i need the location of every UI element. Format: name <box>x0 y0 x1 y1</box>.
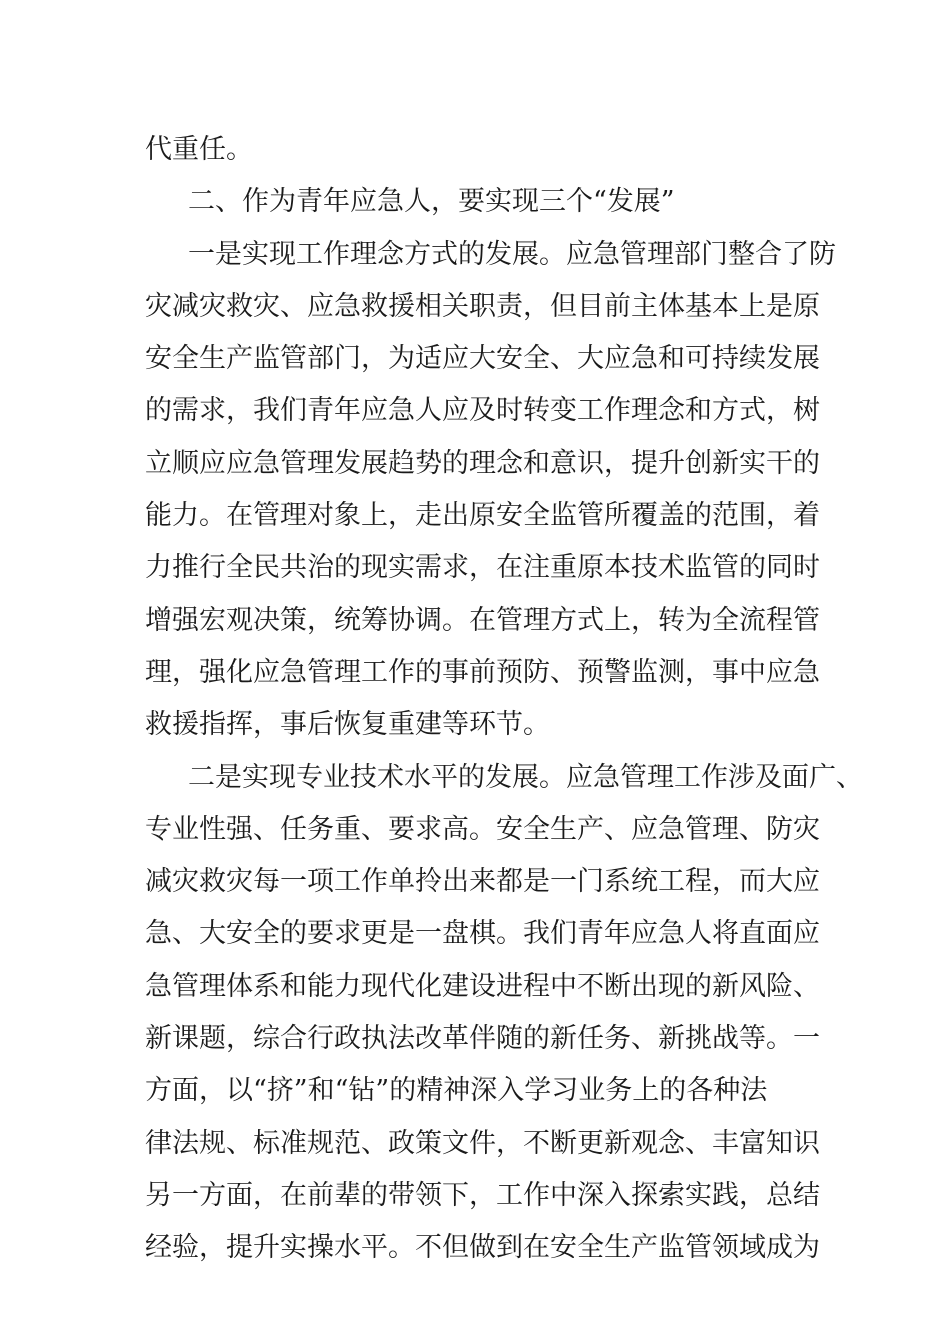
text-line: 一是实现工作理念方式的发展。应急管理部门整合了防 <box>188 238 836 270</box>
text-line: 增强宏观决策，统筹协调。在管理方式上，转为全流程管 <box>145 604 820 636</box>
text-line: 的需求，我们青年应急人应及时转变工作理念和方式，树 <box>145 395 820 427</box>
text-line: 立顺应应急管理发展趋势的理念和意识，提升创新实干的 <box>145 447 820 479</box>
text-line: 专业性强、任务重、要求高。安全生产、应急管理、防灾 <box>145 813 820 845</box>
text-line: 急、大安全的要求更是一盘棋。我们青年应急人将直面应 <box>145 918 820 950</box>
text-line: 能力。在管理对象上，走出原安全监管所覆盖的范围，着 <box>145 500 820 532</box>
text-line: 安全生产监管部门，为适应大安全、大应急和可持续发展 <box>145 343 820 375</box>
text-line: 减灾救灾每一项工作单拎出来都是一门系统工程，而大应 <box>145 866 820 898</box>
text-line: 灾减灾救灾、应急救援相关职责，但目前主体基本上是原 <box>145 290 820 322</box>
document-body <box>145 124 863 1275</box>
text-line: 力推行全民共治的现实需求，在注重原本技术监管的同时 <box>145 552 820 584</box>
text-line: 律法规、标准规范、政策文件，不断更新观念、丰富知识 <box>145 1127 820 1159</box>
text-line: 理，强化应急管理工作的事前预防、预警监测，事中应急 <box>145 656 820 688</box>
section-heading: 二、作为青年应急人，要实现三个“发展” <box>188 186 675 218</box>
text-line: 另一方面，在前辈的带领下，工作中深入探索实践，总结 <box>145 1179 820 1211</box>
text-line: 经验，提升实操水平。不但做到在安全生产监管领域成为 <box>145 1232 820 1264</box>
text-line: 代重任。 <box>145 134 253 165</box>
text-line: 二是实现专业技术水平的发展。应急管理工作涉及面广、 <box>188 761 863 793</box>
text-line: 急管理体系和能力现代化建设进程中不断出现的新风险、 <box>145 970 820 1002</box>
text-line: 救援指挥，事后恢复重建等环节。 <box>145 709 550 741</box>
text-line: 方面，以“挤”和“钻”的精神深入学习业务上的各种法 <box>145 1075 768 1107</box>
text-line: 新课题，综合行政执法改革伴随的新任务、新挑战等。一 <box>145 1023 820 1055</box>
